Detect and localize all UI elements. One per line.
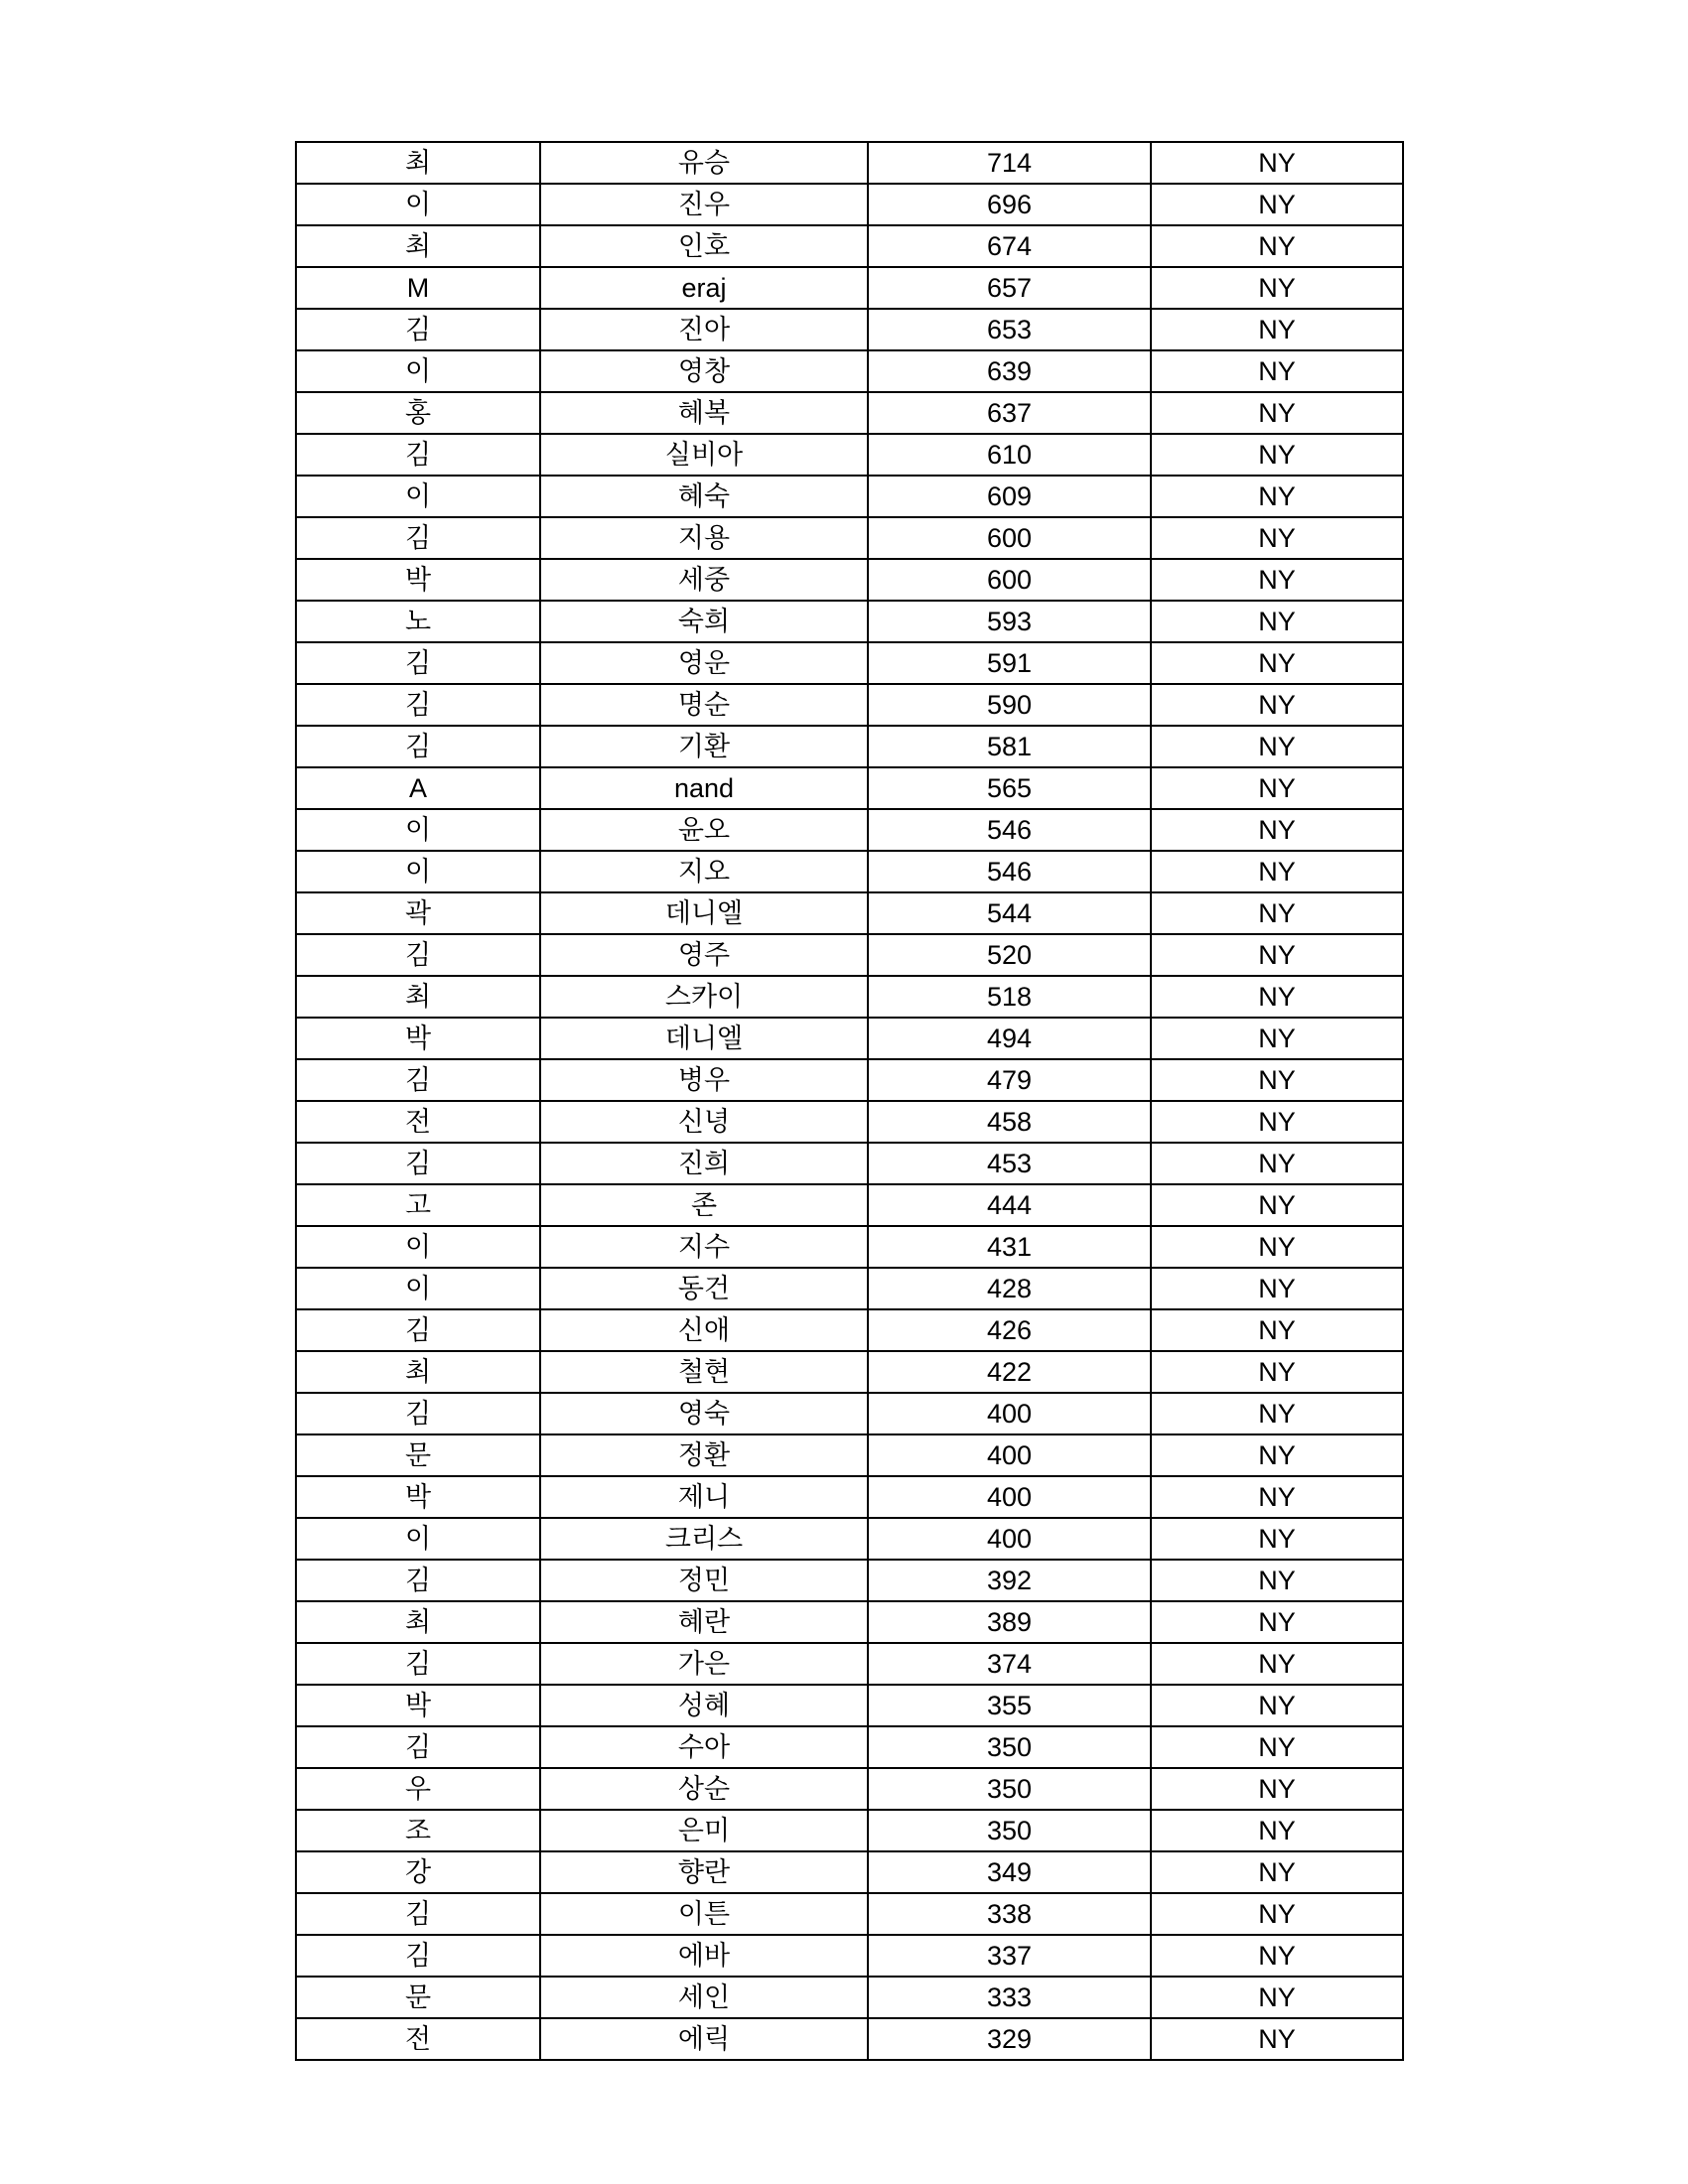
cell-first_name: 데니엘: [540, 1018, 868, 1059]
cell-last_name: 곽: [296, 892, 540, 934]
cell-amount: 400: [868, 1393, 1151, 1434]
cell-first_name: 지용: [540, 517, 868, 559]
cell-state: NY: [1151, 1309, 1403, 1351]
cell-amount: 520: [868, 934, 1151, 976]
cell-first_name: 영창: [540, 350, 868, 392]
cell-first_name: 정민: [540, 1560, 868, 1601]
cell-amount: 565: [868, 767, 1151, 809]
cell-last_name: 노: [296, 601, 540, 642]
cell-first_name: 수아: [540, 1726, 868, 1768]
cell-amount: 400: [868, 1476, 1151, 1518]
cell-first_name: 혜복: [540, 392, 868, 434]
cell-state: NY: [1151, 1977, 1403, 2018]
cell-state: NY: [1151, 476, 1403, 517]
table-row: [296, 892, 1403, 934]
cell-amount: 350: [868, 1768, 1151, 1810]
cell-amount: 333: [868, 1977, 1151, 2018]
table-row: [296, 1309, 1403, 1351]
cell-state: NY: [1151, 1226, 1403, 1268]
cell-amount: 350: [868, 1726, 1151, 1768]
donor-table-container: [295, 141, 1402, 2061]
cell-last_name: 고: [296, 1184, 540, 1226]
cell-first_name: 성혜: [540, 1685, 868, 1726]
table-row: [296, 767, 1403, 809]
cell-state: NY: [1151, 1810, 1403, 1851]
cell-last_name: 최: [296, 976, 540, 1018]
cell-amount: 453: [868, 1143, 1151, 1184]
cell-amount: 591: [868, 642, 1151, 684]
cell-last_name: 김: [296, 1059, 540, 1101]
table-row: [296, 1810, 1403, 1851]
cell-first_name: eraj: [540, 267, 868, 309]
table-row: [296, 1977, 1403, 2018]
table-row: [296, 1226, 1403, 1268]
cell-state: NY: [1151, 1601, 1403, 1643]
cell-amount: 653: [868, 309, 1151, 350]
cell-last_name: 김: [296, 934, 540, 976]
cell-first_name: 데니엘: [540, 892, 868, 934]
cell-last_name: M: [296, 267, 540, 309]
cell-last_name: 김: [296, 642, 540, 684]
table-row: [296, 1560, 1403, 1601]
table-row: [296, 601, 1403, 642]
table-row: [296, 225, 1403, 267]
cell-last_name: 이: [296, 809, 540, 851]
cell-state: NY: [1151, 267, 1403, 309]
table-row: [296, 267, 1403, 309]
table-row: [296, 1101, 1403, 1143]
cell-state: NY: [1151, 1935, 1403, 1977]
table-row: [296, 1935, 1403, 1977]
table-row: [296, 976, 1403, 1018]
cell-state: NY: [1151, 309, 1403, 350]
cell-last_name: 박: [296, 1685, 540, 1726]
table-row: [296, 1393, 1403, 1434]
cell-first_name: 영운: [540, 642, 868, 684]
table-row: [296, 934, 1403, 976]
cell-amount: 444: [868, 1184, 1151, 1226]
table-row: [296, 142, 1403, 184]
cell-last_name: 박: [296, 1476, 540, 1518]
cell-state: NY: [1151, 517, 1403, 559]
cell-state: NY: [1151, 1101, 1403, 1143]
cell-amount: 329: [868, 2018, 1151, 2060]
cell-state: NY: [1151, 726, 1403, 767]
cell-amount: 350: [868, 1810, 1151, 1851]
cell-amount: 609: [868, 476, 1151, 517]
cell-last_name: 박: [296, 1018, 540, 1059]
cell-last_name: 홍: [296, 392, 540, 434]
table-row: [296, 392, 1403, 434]
cell-amount: 546: [868, 851, 1151, 892]
table-row: [296, 1851, 1403, 1893]
cell-state: NY: [1151, 976, 1403, 1018]
cell-first_name: 지수: [540, 1226, 868, 1268]
cell-amount: 610: [868, 434, 1151, 476]
cell-state: NY: [1151, 1893, 1403, 1935]
cell-first_name: 향란: [540, 1851, 868, 1893]
cell-state: NY: [1151, 392, 1403, 434]
cell-state: NY: [1151, 1434, 1403, 1476]
cell-amount: 338: [868, 1893, 1151, 1935]
cell-last_name: 우: [296, 1768, 540, 1810]
cell-first_name: 혜란: [540, 1601, 868, 1643]
cell-state: NY: [1151, 1643, 1403, 1685]
cell-first_name: 제니: [540, 1476, 868, 1518]
donor-table: [295, 141, 1404, 2061]
cell-state: NY: [1151, 767, 1403, 809]
table-row: [296, 309, 1403, 350]
table-row: [296, 1018, 1403, 1059]
cell-amount: 494: [868, 1018, 1151, 1059]
cell-state: NY: [1151, 559, 1403, 601]
cell-state: NY: [1151, 1851, 1403, 1893]
cell-amount: 639: [868, 350, 1151, 392]
cell-state: NY: [1151, 642, 1403, 684]
cell-first_name: 이튼: [540, 1893, 868, 1935]
cell-state: NY: [1151, 1726, 1403, 1768]
cell-amount: 657: [868, 267, 1151, 309]
cell-last_name: 김: [296, 1560, 540, 1601]
cell-first_name: 유승: [540, 142, 868, 184]
table-row: [296, 559, 1403, 601]
cell-state: NY: [1151, 184, 1403, 225]
cell-last_name: A: [296, 767, 540, 809]
cell-last_name: 이: [296, 1268, 540, 1309]
cell-amount: 590: [868, 684, 1151, 726]
cell-last_name: 이: [296, 184, 540, 225]
cell-amount: 674: [868, 225, 1151, 267]
cell-first_name: 지오: [540, 851, 868, 892]
cell-state: NY: [1151, 1018, 1403, 1059]
table-row: [296, 517, 1403, 559]
cell-state: NY: [1151, 684, 1403, 726]
cell-last_name: 조: [296, 1810, 540, 1851]
cell-amount: 337: [868, 1935, 1151, 1977]
cell-amount: 400: [868, 1434, 1151, 1476]
cell-amount: 355: [868, 1685, 1151, 1726]
cell-first_name: 크리스: [540, 1518, 868, 1560]
cell-state: NY: [1151, 225, 1403, 267]
cell-first_name: 가은: [540, 1643, 868, 1685]
cell-first_name: 진희: [540, 1143, 868, 1184]
table-row: [296, 434, 1403, 476]
cell-last_name: 김: [296, 309, 540, 350]
donor-table-body: [296, 142, 1403, 2060]
cell-amount: 714: [868, 142, 1151, 184]
cell-first_name: 숙희: [540, 601, 868, 642]
cell-first_name: 은미: [540, 1810, 868, 1851]
cell-state: NY: [1151, 892, 1403, 934]
cell-last_name: 김: [296, 517, 540, 559]
cell-last_name: 이: [296, 1226, 540, 1268]
cell-first_name: 신애: [540, 1309, 868, 1351]
cell-last_name: 김: [296, 1893, 540, 1935]
cell-first_name: 신녕: [540, 1101, 868, 1143]
cell-first_name: 혜숙: [540, 476, 868, 517]
cell-last_name: 김: [296, 1726, 540, 1768]
table-row: [296, 1893, 1403, 1935]
cell-first_name: 정환: [540, 1434, 868, 1476]
cell-state: NY: [1151, 601, 1403, 642]
cell-state: NY: [1151, 851, 1403, 892]
cell-last_name: 최: [296, 225, 540, 267]
cell-amount: 392: [868, 1560, 1151, 1601]
table-row: [296, 1768, 1403, 1810]
cell-first_name: 동건: [540, 1268, 868, 1309]
table-row: [296, 1143, 1403, 1184]
table-row: [296, 809, 1403, 851]
cell-last_name: 김: [296, 434, 540, 476]
cell-amount: 593: [868, 601, 1151, 642]
cell-amount: 600: [868, 559, 1151, 601]
cell-state: NY: [1151, 1393, 1403, 1434]
cell-first_name: 병우: [540, 1059, 868, 1101]
cell-first_name: 에바: [540, 1935, 868, 1977]
table-row: [296, 1601, 1403, 1643]
cell-state: NY: [1151, 1059, 1403, 1101]
cell-first_name: 윤오: [540, 809, 868, 851]
table-row: [296, 1643, 1403, 1685]
table-row: [296, 350, 1403, 392]
cell-amount: 637: [868, 392, 1151, 434]
cell-last_name: 김: [296, 1393, 540, 1434]
cell-last_name: 김: [296, 1643, 540, 1685]
cell-first_name: 스카이: [540, 976, 868, 1018]
cell-last_name: 김: [296, 1309, 540, 1351]
cell-amount: 349: [868, 1851, 1151, 1893]
table-row: [296, 1184, 1403, 1226]
cell-last_name: 김: [296, 1143, 540, 1184]
cell-first_name: 영숙: [540, 1393, 868, 1434]
cell-last_name: 이: [296, 851, 540, 892]
cell-amount: 389: [868, 1601, 1151, 1643]
cell-amount: 581: [868, 726, 1151, 767]
cell-first_name: 철현: [540, 1351, 868, 1393]
cell-state: NY: [1151, 2018, 1403, 2060]
table-row: [296, 1476, 1403, 1518]
cell-last_name: 전: [296, 2018, 540, 2060]
cell-amount: 544: [868, 892, 1151, 934]
cell-amount: 422: [868, 1351, 1151, 1393]
cell-state: NY: [1151, 434, 1403, 476]
table-row: [296, 2018, 1403, 2060]
cell-first_name: 영주: [540, 934, 868, 976]
table-row: [296, 184, 1403, 225]
cell-last_name: 강: [296, 1851, 540, 1893]
cell-last_name: 이: [296, 350, 540, 392]
cell-amount: 426: [868, 1309, 1151, 1351]
table-row: [296, 476, 1403, 517]
cell-state: NY: [1151, 1685, 1403, 1726]
table-row: [296, 1434, 1403, 1476]
cell-amount: 458: [868, 1101, 1151, 1143]
cell-state: NY: [1151, 1268, 1403, 1309]
cell-last_name: 박: [296, 559, 540, 601]
cell-state: NY: [1151, 1184, 1403, 1226]
cell-first_name: nand: [540, 767, 868, 809]
cell-first_name: 진우: [540, 184, 868, 225]
cell-first_name: 기환: [540, 726, 868, 767]
cell-first_name: 진아: [540, 309, 868, 350]
cell-first_name: 상순: [540, 1768, 868, 1810]
cell-state: NY: [1151, 1476, 1403, 1518]
cell-state: NY: [1151, 1560, 1403, 1601]
cell-amount: 431: [868, 1226, 1151, 1268]
cell-first_name: 존: [540, 1184, 868, 1226]
cell-last_name: 이: [296, 476, 540, 517]
table-row: [296, 1726, 1403, 1768]
cell-amount: 400: [868, 1518, 1151, 1560]
cell-first_name: 세중: [540, 559, 868, 601]
table-row: [296, 1059, 1403, 1101]
cell-last_name: 문: [296, 1434, 540, 1476]
cell-state: NY: [1151, 142, 1403, 184]
table-row: [296, 1268, 1403, 1309]
cell-amount: 600: [868, 517, 1151, 559]
cell-last_name: 김: [296, 1935, 540, 1977]
cell-last_name: 최: [296, 142, 540, 184]
table-row: [296, 1685, 1403, 1726]
cell-last_name: 최: [296, 1601, 540, 1643]
cell-first_name: 명순: [540, 684, 868, 726]
cell-first_name: 세인: [540, 1977, 868, 2018]
cell-state: NY: [1151, 809, 1403, 851]
cell-last_name: 문: [296, 1977, 540, 2018]
cell-first_name: 실비아: [540, 434, 868, 476]
table-row: [296, 684, 1403, 726]
cell-amount: 428: [868, 1268, 1151, 1309]
table-row: [296, 726, 1403, 767]
cell-last_name: 김: [296, 684, 540, 726]
cell-last_name: 김: [296, 726, 540, 767]
cell-amount: 518: [868, 976, 1151, 1018]
table-row: [296, 1518, 1403, 1560]
cell-state: NY: [1151, 350, 1403, 392]
cell-amount: 374: [868, 1643, 1151, 1685]
cell-state: NY: [1151, 1518, 1403, 1560]
cell-amount: 479: [868, 1059, 1151, 1101]
cell-first_name: 에릭: [540, 2018, 868, 2060]
cell-last_name: 이: [296, 1518, 540, 1560]
cell-last_name: 최: [296, 1351, 540, 1393]
table-row: [296, 642, 1403, 684]
table-row: [296, 1351, 1403, 1393]
cell-last_name: 전: [296, 1101, 540, 1143]
cell-state: NY: [1151, 1768, 1403, 1810]
cell-amount: 546: [868, 809, 1151, 851]
cell-state: NY: [1151, 934, 1403, 976]
cell-state: NY: [1151, 1351, 1403, 1393]
table-row: [296, 851, 1403, 892]
cell-state: NY: [1151, 1143, 1403, 1184]
cell-amount: 696: [868, 184, 1151, 225]
cell-first_name: 인호: [540, 225, 868, 267]
